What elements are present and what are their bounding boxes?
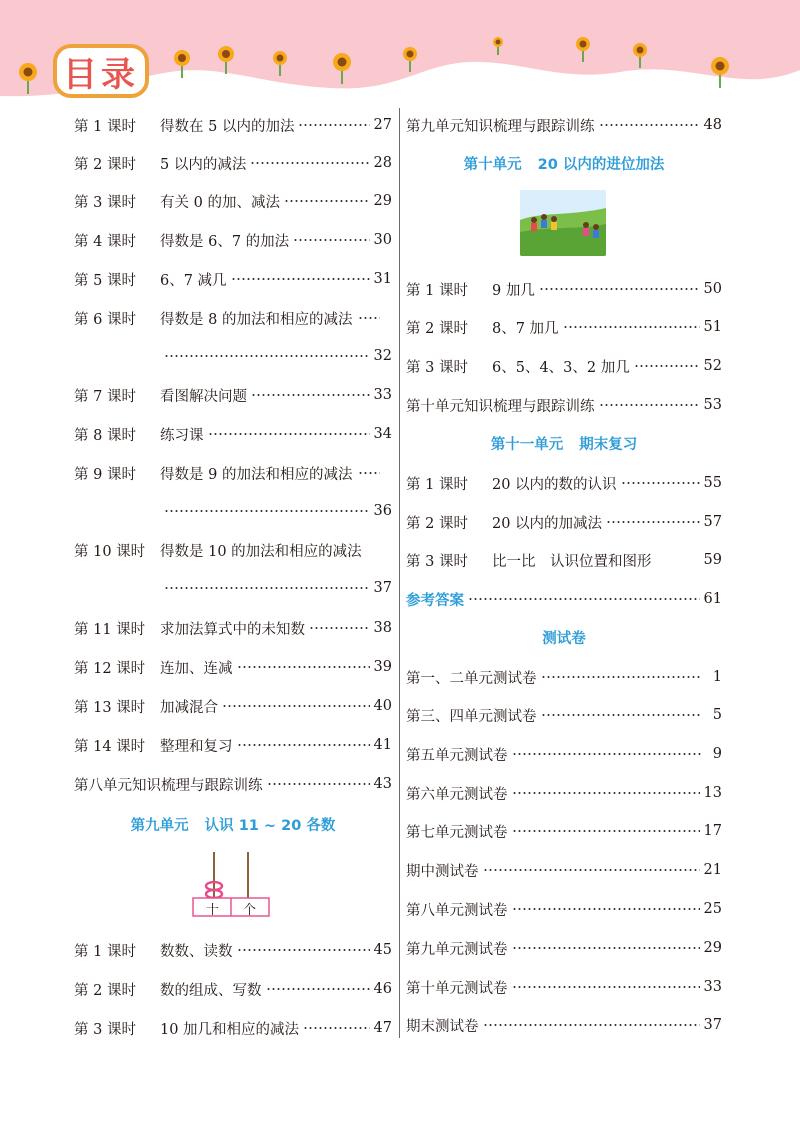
page-number: 57 xyxy=(703,514,722,530)
toc-entry[interactable] xyxy=(74,422,392,446)
leader-dots xyxy=(512,792,700,794)
lesson-topic: 连加、连减 xyxy=(160,660,233,677)
page-number: 33 xyxy=(373,387,392,403)
toc-entry-review[interactable] xyxy=(406,393,722,417)
page-number: 31 xyxy=(373,271,392,287)
test-topic: 第十单元测试卷 xyxy=(406,980,508,997)
lesson-topic: 数的组成、写数 xyxy=(160,982,262,999)
page-number: 40 xyxy=(373,698,392,714)
lesson-label: 第 3 课时 xyxy=(406,359,468,376)
toc-entry[interactable] xyxy=(406,277,722,301)
leader-dots xyxy=(512,986,700,988)
unit-name: 认识 11 ~ 20 各数 xyxy=(204,818,336,834)
lesson-topic: 看图解决问题 xyxy=(160,388,247,405)
abacus-ones-label: 个 xyxy=(243,903,257,918)
leader-dots xyxy=(634,365,700,367)
abacus-illustration xyxy=(192,852,272,918)
lesson-label: 第 1 课时 xyxy=(74,118,136,135)
page-number: 45 xyxy=(373,942,392,958)
lesson-label: 第 10 课时 xyxy=(74,543,146,560)
page-number: 1 xyxy=(712,669,722,685)
lesson-label: 第 13 课时 xyxy=(74,699,146,716)
page-number: 36 xyxy=(373,503,392,519)
toc-entry-review[interactable] xyxy=(406,113,722,137)
toc-entry[interactable] xyxy=(74,228,392,252)
lesson-topic: 得数是 6、7 的加法 xyxy=(160,233,290,250)
toc-entry[interactable] xyxy=(406,354,722,378)
page-number: 30 xyxy=(373,232,392,248)
leader-dots xyxy=(309,627,370,629)
leader-dots xyxy=(231,278,370,280)
leader-dots xyxy=(251,394,370,396)
page-number: 33 xyxy=(703,979,722,995)
page-number: 39 xyxy=(373,659,392,675)
lesson-topic: 20 以内的加减法 xyxy=(492,515,603,532)
leader-dots xyxy=(293,239,369,241)
leader-dots xyxy=(599,124,700,126)
title-badge xyxy=(52,42,150,100)
toc-entry[interactable] xyxy=(406,471,722,495)
unit-label: 第九单元 xyxy=(130,818,189,834)
toc-entry[interactable] xyxy=(74,151,392,175)
unit-heading xyxy=(406,153,722,177)
test-topic: 第九单元测试卷 xyxy=(406,941,508,958)
unit-name: 期末复习 xyxy=(579,437,638,453)
toc-entry[interactable] xyxy=(406,510,722,534)
toc-entry[interactable] xyxy=(74,616,392,640)
leader-dots xyxy=(606,521,699,523)
lesson-topic: 加减混合 xyxy=(160,699,218,716)
lesson-label: 第 1 课时 xyxy=(406,282,468,299)
lesson-topic: 求加法算式中的未知数 xyxy=(160,621,305,638)
leader-dots xyxy=(237,666,370,668)
toc-entry[interactable] xyxy=(406,548,722,572)
leader-dots xyxy=(539,288,700,290)
leader-dots xyxy=(222,705,370,707)
page-number: 17 xyxy=(703,823,722,839)
unit-heading xyxy=(406,433,722,457)
lesson-topic: 10 加几和相应的减法 xyxy=(160,1021,300,1038)
toc-entry-continuation[interactable] xyxy=(74,576,392,600)
lesson-topic: 练习课 xyxy=(160,427,204,444)
leader-dots xyxy=(541,714,703,716)
leader-dots xyxy=(621,482,700,484)
lesson-label: 第 11 课时 xyxy=(74,621,146,638)
page-number: 48 xyxy=(703,117,722,133)
lesson-label: 第 12 课时 xyxy=(74,660,146,677)
toc-entry[interactable] xyxy=(74,655,392,679)
toc-entry-test[interactable] xyxy=(406,858,722,882)
page-number: 38 xyxy=(373,620,392,636)
leader-dots xyxy=(358,472,380,474)
leader-dots xyxy=(541,676,703,678)
page-number: 27 xyxy=(373,117,392,133)
page-number: 29 xyxy=(703,940,722,956)
lesson-label: 第 3 课时 xyxy=(74,1021,136,1038)
leader-dots xyxy=(483,869,700,871)
toc-entry-test[interactable] xyxy=(406,703,722,727)
children-illustration xyxy=(520,190,606,256)
test-topic: 第三、四单元测试卷 xyxy=(406,708,537,725)
review-topic: 第九单元知识梳理与跟踪训练 xyxy=(406,118,595,135)
review-topic: 第八单元知识梳理与跟踪训练 xyxy=(74,777,263,794)
lesson-topic: 得数是 8 的加法和相应的减法 xyxy=(160,311,353,328)
page-number: 51 xyxy=(703,319,722,335)
toc-entry[interactable] xyxy=(74,113,392,137)
page-number: 25 xyxy=(703,901,722,917)
page-number: 37 xyxy=(373,580,392,596)
abacus-drawing xyxy=(192,852,272,918)
toc-entry-test[interactable] xyxy=(406,975,722,999)
lesson-topic: 6、5、4、3、2 加几 xyxy=(492,359,630,376)
toc-entry-review[interactable] xyxy=(74,772,392,796)
toc-entry-continuation[interactable] xyxy=(74,499,392,523)
page-number: 43 xyxy=(373,776,392,792)
lesson-label: 第 2 课时 xyxy=(406,515,468,532)
toc-entry[interactable] xyxy=(74,267,392,291)
toc-entry-test[interactable] xyxy=(406,897,722,921)
toc-entry-test[interactable] xyxy=(406,1013,722,1037)
lesson-label: 第 8 课时 xyxy=(74,427,136,444)
unit-label: 第十单元 xyxy=(463,157,522,173)
lesson-label: 第 2 课时 xyxy=(74,982,136,999)
leader-dots xyxy=(483,1024,700,1026)
leader-dots xyxy=(656,559,700,561)
page-number: 61 xyxy=(703,591,722,607)
leader-dots xyxy=(468,598,700,600)
toc-entry[interactable] xyxy=(74,538,392,562)
lesson-label: 第 5 课时 xyxy=(74,272,136,289)
test-topic: 期末测试卷 xyxy=(406,1018,479,1035)
leader-dots xyxy=(266,988,370,990)
leader-dots xyxy=(512,753,703,755)
page-number: 52 xyxy=(703,358,722,374)
lesson-topic: 5 以内的减法 xyxy=(160,156,247,173)
lesson-label: 第 7 课时 xyxy=(74,388,136,405)
header-banner xyxy=(0,0,800,120)
toc-entry[interactable] xyxy=(74,1016,392,1040)
lesson-topic: 得数在 5 以内的加法 xyxy=(160,118,295,135)
toc-entry-test[interactable] xyxy=(406,665,722,689)
lesson-topic: 有关 0 的加、减法 xyxy=(160,194,280,211)
review-topic: 第十单元知识梳理与跟踪训练 xyxy=(406,398,595,415)
page-number: 5 xyxy=(712,707,722,723)
toc-entry[interactable] xyxy=(74,383,392,407)
lesson-label: 第 2 课时 xyxy=(406,320,468,337)
lesson-label: 第 9 课时 xyxy=(74,466,136,483)
tests-heading xyxy=(406,627,722,651)
unit-heading xyxy=(74,814,392,838)
leader-dots xyxy=(512,908,700,910)
page-number: 46 xyxy=(373,981,392,997)
lesson-topic: 数数、读数 xyxy=(160,943,233,960)
tests-heading-label: 测试卷 xyxy=(542,631,586,647)
leader-dots xyxy=(250,162,369,164)
page-number: 32 xyxy=(373,348,392,364)
unit-label: 第十一单元 xyxy=(490,437,564,453)
page-number: 50 xyxy=(703,281,722,297)
page-number: 13 xyxy=(703,785,722,801)
lesson-label: 第 4 课时 xyxy=(74,233,136,250)
lesson-label: 第 1 课时 xyxy=(406,476,468,493)
toc-entry[interactable] xyxy=(74,977,392,1001)
page-number: 47 xyxy=(373,1020,392,1036)
leader-dots xyxy=(237,949,370,951)
test-topic: 第一、二单元测试卷 xyxy=(406,670,537,687)
toc-entry-test[interactable] xyxy=(406,781,722,805)
test-topic: 期中测试卷 xyxy=(406,863,479,880)
leader-dots xyxy=(284,200,370,202)
answers-topic: 参考答案 xyxy=(406,592,464,609)
page-number: 34 xyxy=(373,426,392,442)
toc-entry-answers[interactable] xyxy=(406,587,722,611)
toc-entry[interactable] xyxy=(74,461,392,485)
toc-entry[interactable] xyxy=(74,938,392,962)
test-topic: 第五单元测试卷 xyxy=(406,747,508,764)
leader-dots xyxy=(267,783,370,785)
leader-dots xyxy=(303,1027,369,1029)
leader-dots xyxy=(164,355,370,357)
lesson-topic: 9 加几 xyxy=(492,282,535,299)
test-topic: 第八单元测试卷 xyxy=(406,902,508,919)
page-title: 目录 xyxy=(63,54,139,95)
page-number: 59 xyxy=(703,552,722,568)
leader-dots xyxy=(563,326,700,328)
lesson-topic: 整理和复习 xyxy=(160,738,233,755)
lesson-label: 第 3 课时 xyxy=(406,553,468,570)
column-divider xyxy=(399,108,400,1038)
unit-name: 20 以内的进位加法 xyxy=(537,157,665,173)
leader-dots xyxy=(358,317,380,319)
toc-entry[interactable] xyxy=(74,694,392,718)
toc-entry[interactable] xyxy=(74,306,392,330)
lesson-topic: 8、7 加几 xyxy=(492,320,559,337)
toc-entry-test[interactable] xyxy=(406,936,722,960)
toc-entry-continuation[interactable] xyxy=(74,344,392,368)
toc-entry[interactable] xyxy=(74,733,392,757)
lesson-label: 第 2 课时 xyxy=(74,156,136,173)
lesson-label: 第 14 课时 xyxy=(74,738,146,755)
lesson-label: 第 3 课时 xyxy=(74,194,136,211)
lesson-topic: 得数是 9 的加法和相应的减法 xyxy=(160,466,353,483)
lesson-label: 第 6 课时 xyxy=(74,311,136,328)
lesson-topic: 20 以内的数的认识 xyxy=(492,476,617,493)
leader-dots xyxy=(208,433,370,435)
toc-entry[interactable] xyxy=(74,189,392,213)
children-on-hill-drawing xyxy=(520,190,606,256)
lesson-topic: 比一比 认识位置和图形 xyxy=(492,553,652,570)
leader-dots xyxy=(599,404,700,406)
page-number: 55 xyxy=(703,475,722,491)
leader-dots xyxy=(298,124,369,126)
test-topic: 第六单元测试卷 xyxy=(406,786,508,803)
page-number: 9 xyxy=(712,746,722,762)
toc-entry-test[interactable] xyxy=(406,742,722,766)
leader-dots xyxy=(164,510,370,512)
leader-dots xyxy=(512,830,700,832)
lesson-topic: 得数是 10 的加法和相应的减法 xyxy=(160,543,362,560)
abacus-tens-label: 十 xyxy=(206,903,220,918)
leader-dots xyxy=(237,744,370,746)
page-number: 37 xyxy=(703,1017,722,1033)
page-number: 41 xyxy=(373,737,392,753)
page-number: 29 xyxy=(373,193,392,209)
page-number: 28 xyxy=(373,155,392,171)
leader-dots xyxy=(512,947,700,949)
page-number: 21 xyxy=(703,862,722,878)
lesson-topic: 6、7 减几 xyxy=(160,272,227,289)
page-number: 53 xyxy=(703,397,722,413)
toc-entry-test[interactable] xyxy=(406,819,722,843)
test-topic: 第七单元测试卷 xyxy=(406,824,508,841)
toc-entry[interactable] xyxy=(406,315,722,339)
lesson-label: 第 1 课时 xyxy=(74,943,136,960)
leader-dots xyxy=(164,587,370,589)
